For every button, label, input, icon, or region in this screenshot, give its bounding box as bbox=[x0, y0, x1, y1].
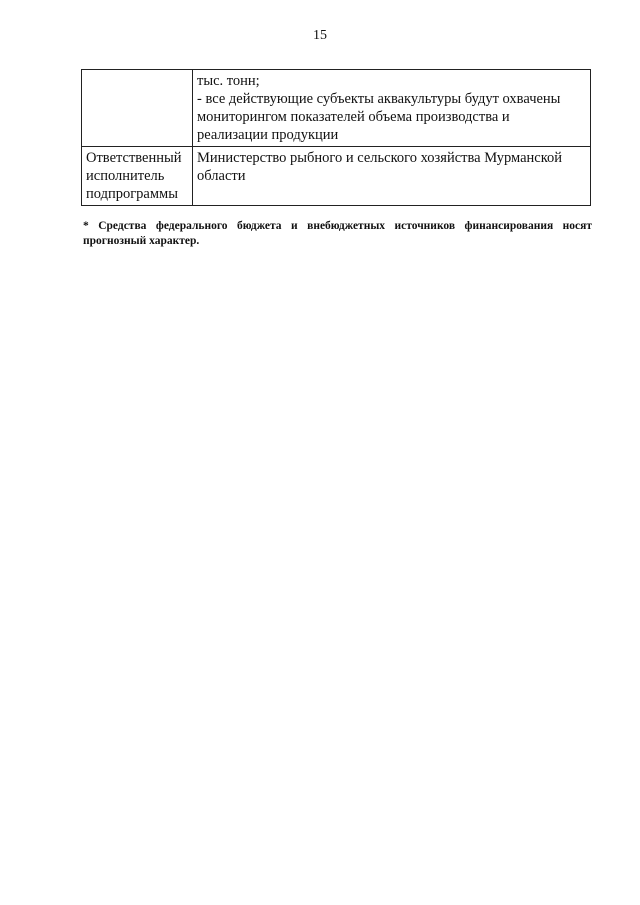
row-label-empty bbox=[82, 70, 193, 147]
responsible-label-cell bbox=[82, 147, 193, 206]
table-row-indicators bbox=[82, 70, 591, 147]
results-line-2: - все действующие субъекты аквакультуры будут охвачены bbox=[197, 91, 561, 107]
results-word: производства bbox=[415, 109, 499, 125]
responsible-value-line-2: области bbox=[197, 168, 246, 184]
responsible-label-line-3: подпрограммы bbox=[86, 186, 178, 202]
responsible-value-cell bbox=[193, 147, 591, 206]
results-line-4: реализации продукции bbox=[197, 127, 339, 143]
expected-results-cell bbox=[193, 70, 591, 147]
results-word: показателей bbox=[290, 109, 365, 125]
results-word: мониторингом bbox=[197, 109, 287, 125]
responsible-label-line-1: Ответственный bbox=[86, 150, 182, 166]
footnote: * Средства федерального бюджета и внебюджетных источников финансирования носят прогнозный характер. bbox=[83, 220, 592, 247]
responsible-label-line-2: исполнитель bbox=[86, 168, 165, 184]
results-word: объема bbox=[368, 109, 413, 125]
responsible-value-line-1: Министерство рыбного и сельского хозяйства Мурманской bbox=[197, 150, 563, 166]
results-line-1: тыс. тонн; bbox=[197, 73, 260, 89]
passport-table bbox=[81, 69, 591, 206]
page-number: 15 bbox=[313, 28, 327, 43]
table-row-responsible bbox=[82, 147, 591, 206]
results-word: и bbox=[501, 109, 510, 125]
results-line-3 bbox=[197, 108, 587, 126]
